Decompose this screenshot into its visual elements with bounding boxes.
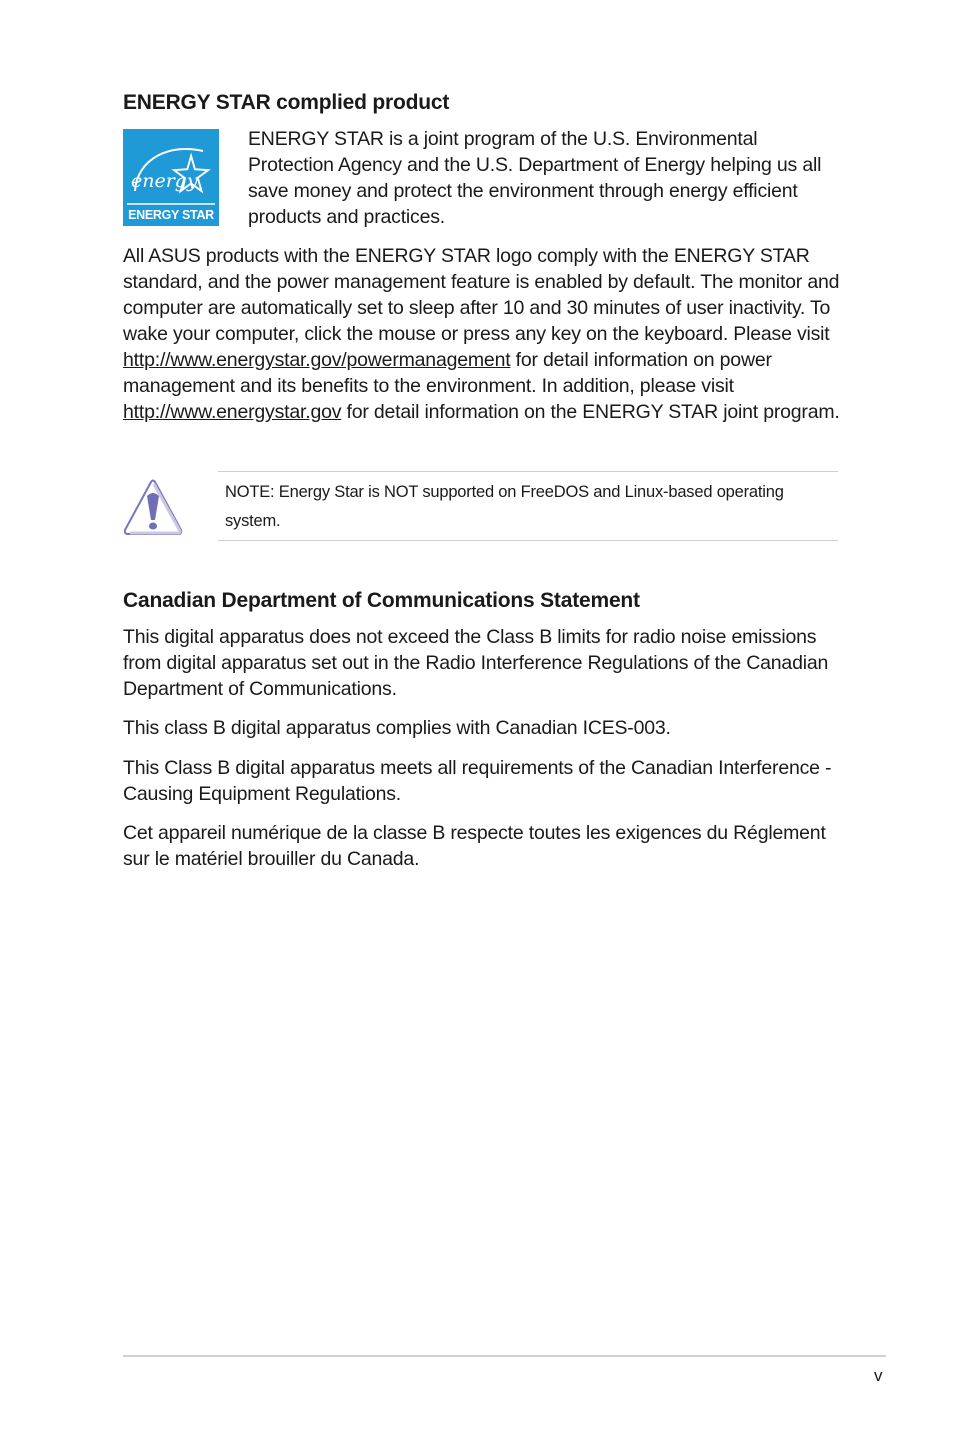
page-number: v — [874, 1366, 883, 1385]
power-management-link[interactable]: http://www.energystar.gov/powermanagement — [123, 349, 511, 371]
note-box — [218, 471, 838, 541]
logo-caption-text: ENERGY STAR — [128, 208, 214, 222]
canadian-paragraph-4: Cet appareil numérique de la classe B respecte toutes les exigences du Réglement sur le matériel brouiller du Canada. — [123, 822, 826, 870]
energy-star-intro: ENERGY STAR is a joint program of the U.S. Environmental Protection Agency and the U.S. Department of Energy helping us all save money and protect the environment through energy efficient products and practices. — [248, 128, 822, 228]
energy-star-logo-icon — [123, 129, 219, 226]
energy-star-logo — [123, 129, 219, 226]
canadian-paragraph-3: This Class B digital apparatus meets all requirements of the Canadian Interference - Causing Equipment Regulations. — [123, 757, 832, 805]
logo-script-text: energy — [131, 170, 198, 192]
warning-icon — [121, 478, 185, 543]
energy-star-heading: ENERGY STAR complied product — [123, 91, 450, 114]
footer-divider — [123, 1355, 886, 1357]
canadian-paragraph-1: This digital apparatus does not exceed the Class B limits for radio noise emissions from digital apparatus set out in the Radio Interference Regulations of the Canadian Department of Communications. — [123, 626, 829, 700]
energy-star-body-part1: All ASUS products with the ENERGY STAR logo comply with the ENERGY STAR standard, and the power management feature is enabled by default. The monitor and computer are automatically set to sleep after 10 and 30 minutes of user inactivity. To wake your computer, click the mouse or press any key on the keyboard. Please visit — [123, 245, 840, 345]
energy-star-body — [123, 243, 845, 425]
canadian-heading: Canadian Department of Communications Statement — [123, 589, 640, 612]
note-text: NOTE: Energy Star is NOT supported on FreeDOS and Linux-based operating system. — [225, 483, 784, 530]
energy-star-body-part2: for detail information on power management and its benefits to the environment. In addition, please visit — [123, 349, 772, 397]
canadian-paragraph-2: This class B digital apparatus complies with Canadian ICES-003. — [123, 717, 671, 739]
energy-star-body-part3: for detail information on the ENERGY STAR joint program. — [341, 401, 840, 423]
energy-star-link[interactable]: http://www.energystar.gov — [123, 401, 342, 423]
